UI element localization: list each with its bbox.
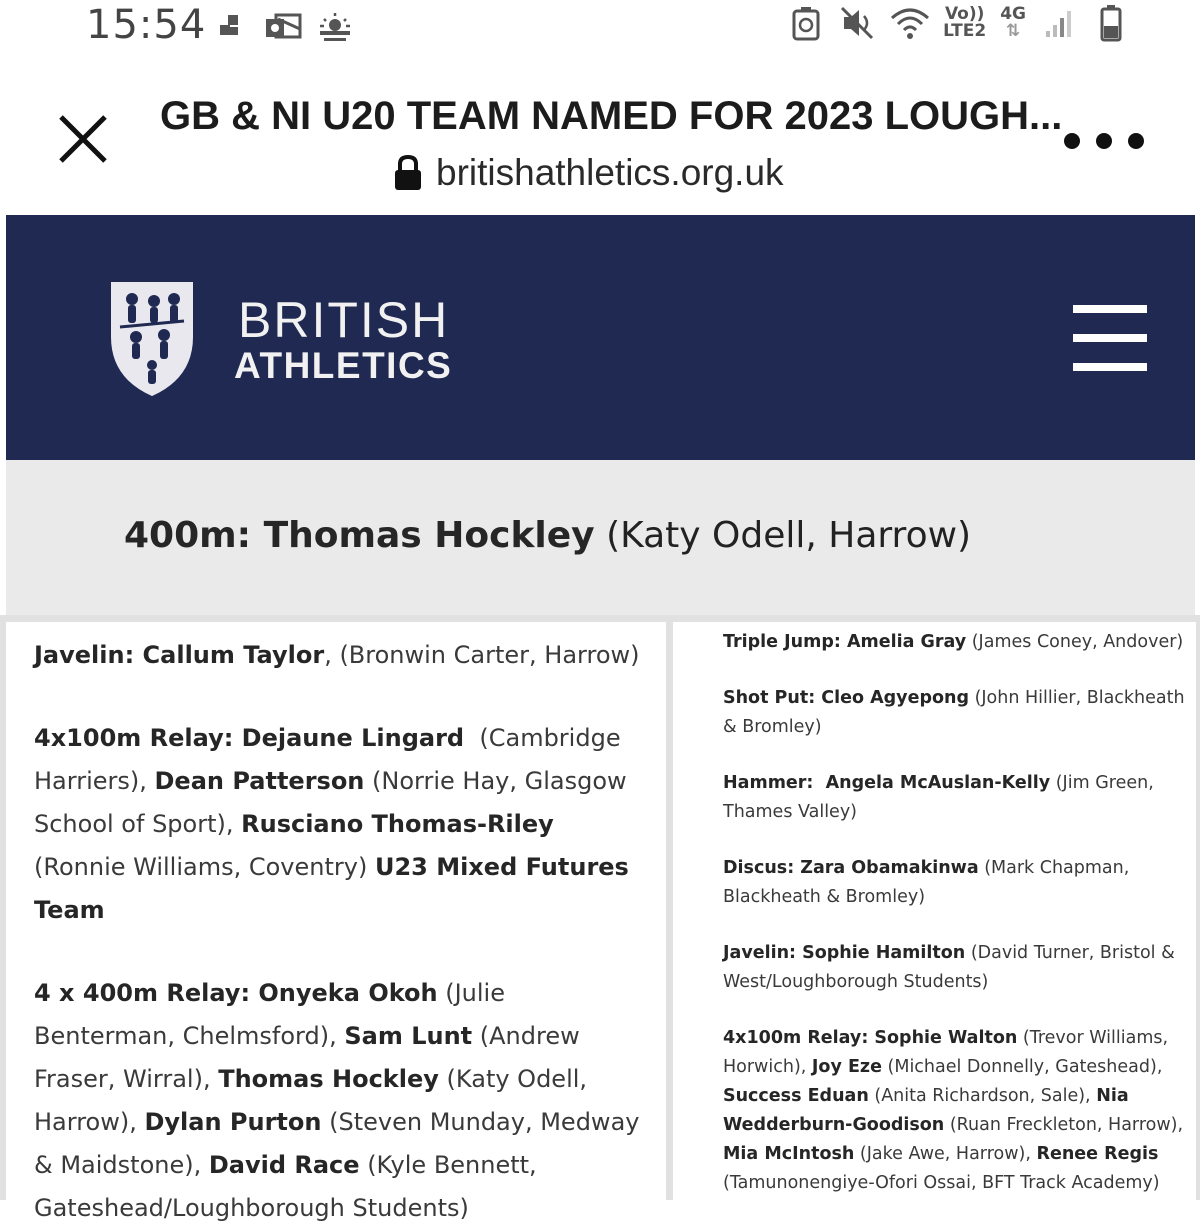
status-time: 15:54: [86, 2, 207, 48]
entry-detail: (Anita Richardson, Sale),: [868, 1086, 1097, 1106]
event-name: Javelin: Callum Taylor: [34, 641, 325, 669]
battery-saver-icon: [787, 4, 825, 42]
team-name: U23 Mixed Futures Team: [34, 853, 629, 924]
entry-detail: (Ronnie Williams, Coventry): [34, 853, 375, 881]
highlight-section: [6, 460, 1195, 615]
entry-detail: (Tamunonengiye-Ofori Ossai, BFT Track Academy): [723, 1173, 1160, 1193]
close-icon: [55, 111, 111, 167]
entry-detail: (Andrew Fraser, Wirral),: [34, 1022, 580, 1093]
outlook-icon: [264, 8, 302, 46]
entry-detail: (Norrie Hay, Glasgow School of Sport),: [34, 767, 627, 838]
javelin-women-entry: [723, 939, 1186, 997]
athlete-name: Joy Eze: [811, 1057, 882, 1077]
more-dot-icon: [1128, 133, 1144, 149]
highlight-detail: (Katy Odell, Harrow): [594, 515, 972, 556]
relay-100-entry: [34, 717, 646, 932]
more-dot-icon: [1096, 133, 1112, 149]
entry-detail: (Jim Green, Thames Valley): [723, 773, 1154, 822]
event-name: Shot Put: Cleo Agyepong: [723, 688, 969, 708]
entry-detail: (David Turner, Bristol & West/Loughborough Students): [723, 943, 1175, 992]
entry-detail: (Mark Chapman, Blackheath & Bromley): [723, 858, 1130, 907]
event-name: Hammer: Angela McAuslan-Kelly: [723, 773, 1051, 793]
more-options-button[interactable]: [1064, 126, 1144, 156]
site-header: [6, 215, 1195, 460]
network-type: [943, 6, 986, 40]
data-arrows-icon: ⇅: [1005, 21, 1021, 41]
status-notification-icons: [212, 8, 354, 46]
athlete-name: Dylan Purton: [144, 1108, 322, 1136]
url-text: britishathletics.org.uk: [436, 152, 784, 193]
weather-icon: [316, 8, 354, 46]
athlete-name: Rusciano Thomas-Riley: [241, 810, 554, 838]
menu-line-icon: [1073, 363, 1147, 371]
event-name: Discus: Zara Obamakinwa: [723, 858, 979, 878]
entry-detail: (Trevor Williams, Horwich),: [723, 1028, 1169, 1077]
app-notification-icon: [212, 8, 250, 46]
entry-detail: (Steven Munday, Medway & Maidstone),: [34, 1108, 640, 1179]
signal-type: [1000, 6, 1026, 40]
athlete-name: Mia McIntosh: [723, 1144, 855, 1164]
wifi-icon: [891, 4, 929, 42]
women-team-column: [673, 622, 1196, 1200]
team-lists: [0, 615, 1200, 1222]
highlight-entry: [124, 515, 971, 556]
more-dot-icon: [1064, 133, 1080, 149]
hammer-entry: [723, 769, 1186, 827]
lock-icon: [392, 154, 424, 192]
browser-toolbar: [0, 56, 1200, 216]
volte-label: Vo)): [944, 4, 985, 24]
url-display[interactable]: [392, 152, 784, 194]
hamburger-menu-button[interactable]: [1073, 305, 1147, 371]
athlete-name: Sam Lunt: [344, 1022, 473, 1050]
signal-strength-icon: [1040, 4, 1078, 42]
event-name: Triple Jump: Amelia Gray: [723, 632, 967, 652]
event-name: 4 x 400m Relay: Onyeka Okoh: [34, 979, 438, 1007]
javelin-entry: [34, 634, 646, 677]
athlete-name: Nia Wedderburn-Goodison: [723, 1086, 1129, 1135]
highlight-event: 400m: Thomas Hockley: [124, 515, 595, 556]
relay-100-women-entry: [723, 1024, 1186, 1198]
event-name: Javelin: Sophie Hamilton: [723, 943, 966, 963]
entry-detail: (Julie Benterman, Chelmsford),: [34, 979, 505, 1050]
mute-icon: [839, 4, 877, 42]
status-bar: [0, 0, 1200, 56]
men-team-column: [6, 622, 666, 1222]
page-title: GB & NI U20 TEAM NAMED FOR 2023 LOUGH...: [160, 94, 1063, 138]
athlete-name: Thomas Hockley: [218, 1065, 439, 1093]
brand-name-line1: BRITISH: [238, 292, 450, 348]
triple-jump-entry: [723, 628, 1186, 657]
british-athletics-crest-logo[interactable]: [106, 277, 198, 399]
menu-line-icon: [1073, 305, 1147, 313]
entry-detail: (Michael Donnelly, Gateshead),: [881, 1057, 1163, 1077]
brand-name-line2: ATHLETICS: [234, 345, 453, 386]
discus-entry: [723, 854, 1186, 912]
battery-icon: [1092, 4, 1130, 42]
entry-detail: (James Coney, Andover): [966, 632, 1184, 652]
athlete-name: Renee Regis: [1036, 1144, 1159, 1164]
entry-detail: (John Hillier, Blackheath & Bromley): [723, 688, 1185, 737]
athlete-name: David Race: [208, 1151, 360, 1179]
entry-detail: (Kyle Bennett, Gateshead/Loughborough Students): [34, 1151, 537, 1222]
entry-detail: , (Bronwin Carter, Harrow): [324, 641, 640, 669]
entry-detail: (Jake Awe, Harrow),: [854, 1144, 1037, 1164]
close-button[interactable]: [50, 106, 116, 172]
entry-detail: (Ruan Freckleton, Harrow),: [944, 1115, 1184, 1135]
status-system-icons: [787, 4, 1130, 42]
4g-label: 4G: [1000, 4, 1026, 24]
entry-detail: (Katy Odell, Harrow),: [34, 1065, 588, 1136]
shot-put-entry: [723, 684, 1186, 742]
entry-detail: (Cambridge Harriers),: [34, 724, 629, 795]
event-name: 4x100m Relay: Sophie Walton: [723, 1028, 1018, 1048]
athlete-name: Success Eduan: [723, 1086, 869, 1106]
athlete-name: Dean Patterson: [154, 767, 365, 795]
lte-label: LTE2: [943, 21, 987, 41]
menu-line-icon: [1073, 334, 1147, 342]
event-name: 4x100m Relay: Dejaune Lingard: [34, 724, 465, 752]
relay-400-entry: [34, 972, 646, 1230]
